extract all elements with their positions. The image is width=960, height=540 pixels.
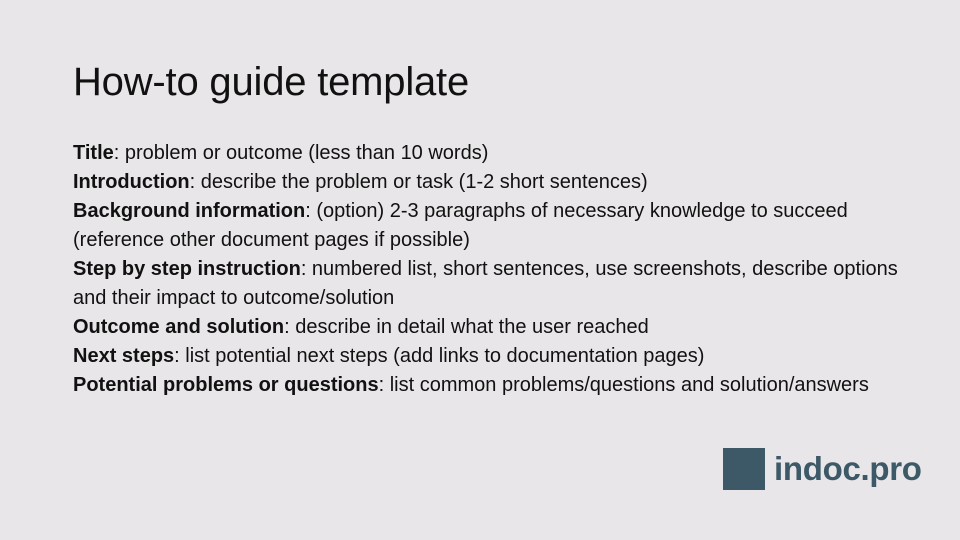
item-term: Background information [73,200,306,222]
item-text: : numbered list, short sentences, use screenshots, describe options and their impact to outcome/solution [73,258,898,309]
item-text: : list potential next steps (add links to documentation pages) [174,345,705,367]
item-outcome-and-solution [73,313,903,342]
slide-title: How-to guide template [73,60,470,104]
item-term: Potential problems or questions [73,374,379,396]
logo-square-icon [723,448,765,490]
item-text: : (option) 2-3 paragraphs of necessary knowledge to succeed (reference other document pages if possible) [73,200,848,251]
item-background-information [73,197,903,255]
item-text: : list common problems/questions and solution/answers [378,374,869,396]
guide-items-list [73,139,903,400]
item-text: : describe in detail what the user reached [284,316,649,338]
item-term: Title [73,142,114,164]
item-term: Next steps [73,345,175,367]
item-introduction [73,168,903,197]
indoc-logo [723,447,922,490]
item-step-by-step-instruction [73,255,903,313]
item-potential-problems [73,371,903,400]
item-term: Step by step instruction [73,258,301,280]
logo-text: indoc.pro [774,449,922,487]
item-title [73,139,903,168]
item-next-steps [73,342,903,371]
item-text: : describe the problem or task (1-2 short sentences) [189,171,648,193]
item-term: Outcome and solution [73,316,285,338]
item-text: : problem or outcome (less than 10 words) [113,142,489,164]
item-term: Introduction [73,171,190,193]
